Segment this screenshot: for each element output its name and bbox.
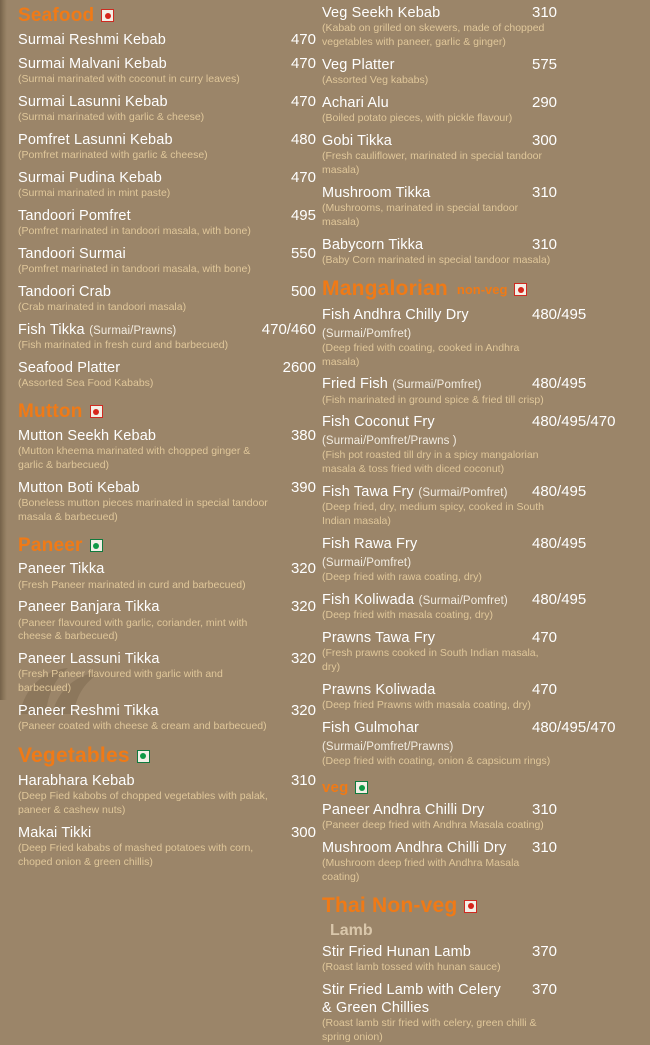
menu-item-price: 300: [532, 131, 558, 149]
menu-item-price: 310: [532, 4, 558, 21]
section-header: [18, 6, 316, 26]
menu-item-name-wrap: [322, 56, 516, 74]
menu-item-name: Harabhara Kebab: [18, 773, 135, 790]
menu-item: [18, 702, 316, 734]
menu-item-row: [18, 31, 316, 49]
menu-item-name: Tandoori Crab: [18, 283, 112, 300]
menu-item-description: (Pomfret marinated in tandoori masala, with bone): [18, 263, 251, 276]
menu-item-name-wrap: [18, 772, 230, 790]
menu-item-name-wrap: [322, 483, 516, 501]
menu-item-description: (Boneless mutton pieces marinated in special tandoor masala & barbecued): [18, 496, 268, 523]
menu-item-name: Mushroom Tikka: [322, 184, 431, 201]
section-title: veg: [322, 778, 349, 796]
section-subtitle: non-veg: [456, 282, 508, 297]
menu-item-name: Tandoori Surmai: [18, 245, 126, 262]
menu-item-name-wrap: [18, 131, 230, 149]
menu-item-price: 480/495: [532, 483, 587, 501]
menu-item-variant: (Surmai/Pomfret): [322, 557, 412, 570]
menu-item-description: (Paneer deep fried with Andhra Masala coating): [322, 818, 544, 831]
menu-item-price: 480/495: [532, 375, 587, 393]
menu-item-description: (Paneer flavoured with garlic, coriander, mint with cheese & barbecued): [18, 616, 248, 643]
menu-item: [322, 306, 650, 370]
menu-item-price: 370: [532, 981, 558, 999]
menu-item-name: Pomfret Lasunni Kebab: [18, 132, 173, 149]
menu-item-row: [18, 702, 316, 720]
menu-item-row: [322, 375, 650, 393]
menu-item-description: (Deep fried with masala coating, dry): [322, 609, 493, 622]
nonveg-mark-icon: [464, 900, 477, 913]
mark-dot-icon: [93, 409, 99, 415]
menu-item-description: (Mushroom deep fried with Andhra Masala coating): [322, 856, 520, 883]
nonveg-mark-icon: [90, 405, 103, 418]
menu-item-row: [18, 479, 316, 497]
menu-item-price: 320: [290, 598, 316, 616]
menu-item-description: (Deep fried, dry, medium spicy, cooked in South Indian masala): [322, 501, 544, 528]
menu-item-name-wrap: [322, 184, 516, 202]
menu-item-name-wrap: [322, 681, 516, 699]
menu-item: [18, 772, 316, 818]
menu-item-price: 470: [290, 93, 316, 111]
menu-item-name-wrap: [322, 4, 516, 22]
menu-item-name: Paneer Lassuni Tikka: [18, 651, 160, 668]
menu-item: [18, 93, 316, 125]
menu-item-name: Surmai Reshmi Kebab: [18, 31, 166, 48]
menu-item-price: 470: [532, 629, 558, 647]
veg-mark-icon: [355, 781, 368, 794]
mark-dot-icon: [140, 753, 146, 759]
menu-item-name: Fish Coconut Fry: [322, 414, 435, 431]
menu-item-variant: (Surmai/Pomfret): [418, 595, 508, 608]
menu-item-name: Mushroom Andhra Chilli Dry: [322, 839, 507, 856]
menu-item-description: (Fish marinated in ground spice & fried till crisp): [322, 393, 544, 406]
menu-item-name-wrap: [18, 650, 230, 668]
menu-item-name: Veg Platter: [322, 56, 395, 73]
menu-item-row: [18, 55, 316, 73]
menu-item-name-wrap: [18, 55, 230, 73]
menu-item: [322, 719, 650, 769]
menu-item-row: [18, 359, 316, 377]
menu-item-description: (Fresh prawns cooked in South Indian masala, dry): [322, 647, 539, 673]
menu-item: [322, 56, 650, 88]
menu-item: [18, 207, 316, 239]
menu-item: [18, 560, 316, 592]
menu-item-row: [18, 427, 316, 445]
menu-item-name-wrap: [322, 981, 516, 1017]
menu-item-description: (Boiled potato pieces, with pickle flavour): [322, 111, 513, 124]
menu-item-description: (Crab marinated in tandoori masala): [18, 301, 187, 314]
menu-item-description: (Baby Corn marinated in special tandoor masala): [322, 253, 551, 266]
menu-item: [322, 184, 650, 230]
menu-item-row: [18, 207, 316, 225]
menu-item-name-wrap: [18, 321, 230, 339]
menu-item: [18, 283, 316, 315]
menu-item-name: Mutton Seekh Kebab: [18, 427, 157, 444]
menu-item-description: (Roast lamb stir fried with celery, green chilli & spring onion): [322, 1017, 537, 1044]
menu-item-row: [322, 839, 650, 857]
menu-item-description: (Deep fried with coating, onion & capsicum rings): [322, 754, 551, 767]
menu-item-name: Surmai Malvani Kebab: [18, 56, 167, 73]
menu-item-row: [322, 306, 650, 342]
menu-item: [322, 375, 650, 407]
menu-item-name: Surmai Pudina Kebab: [18, 170, 162, 187]
menu-item: [18, 479, 316, 525]
menu-item: [322, 801, 650, 833]
section-header: [18, 536, 316, 556]
menu-item-price: 470: [290, 169, 316, 187]
menu-item-description: (Mutton kheema marinated with chopped ginger & garlic & barbecued): [18, 444, 251, 471]
section-title: Mangalorian: [322, 277, 448, 301]
menu-item-name-wrap: [322, 801, 516, 819]
menu-item: [322, 629, 650, 675]
menu-item-name: Paneer Andhra Chilli Dry: [322, 801, 485, 818]
menu-item-row: [322, 629, 650, 647]
nonveg-mark-icon: [101, 9, 114, 22]
section-title: Thai Non-veg: [322, 894, 458, 918]
menu-item-row: [18, 169, 316, 187]
menu-item-row: [322, 413, 650, 449]
menu-item-price: 480/495: [532, 535, 587, 553]
menu-item: [322, 413, 650, 477]
menu-item: [322, 943, 650, 975]
menu-item-name: Paneer Tikka: [18, 561, 105, 578]
menu-item-name: Fried Fish: [322, 376, 388, 393]
menu-item-name-wrap: [18, 427, 230, 445]
menu-item-row: [322, 4, 650, 22]
menu-item-row: [18, 560, 316, 578]
menu-item: [322, 981, 650, 1045]
menu-item-price: 470: [290, 55, 316, 73]
menu-item-price: 470: [532, 680, 558, 698]
menu-item-price: 370: [532, 943, 558, 961]
menu-item-row: [322, 94, 650, 112]
menu-item: [322, 591, 650, 623]
menu-item-name-wrap: [322, 375, 516, 393]
mark-dot-icon: [105, 13, 111, 19]
menu-item-row: [322, 681, 650, 699]
menu-item-variant: (Surmai/Pomfret): [418, 487, 508, 500]
menu-item: [18, 55, 316, 87]
menu-item-name: Tandoori Pomfret: [18, 208, 131, 224]
menu-item-row: [18, 598, 316, 616]
menu-item-row: [322, 535, 650, 571]
section-title: Paneer: [18, 534, 83, 556]
menu-item-price: 290: [532, 93, 558, 111]
menu-item-description: (Surmai marinated with coconut in curry leaves): [18, 73, 240, 86]
menu-item-variant: (Surmai/Pomfret): [392, 379, 482, 392]
menu-item-row: [322, 591, 650, 609]
menu-item-row: [18, 321, 316, 339]
menu-item-name: Babycorn Tikka: [322, 236, 424, 253]
menu-item-description: (Deep fried with rawa coating, dry): [322, 571, 482, 584]
menu-item: [18, 31, 316, 49]
menu-item-variant: (Surmai/Pomfret/Prawns): [322, 740, 454, 753]
mark-dot-icon: [468, 903, 474, 909]
menu-item-name: Gobi Tikka: [322, 132, 392, 149]
menu-item-name: Paneer Banjara Tikka: [18, 599, 160, 616]
menu-item-name-wrap: [322, 413, 516, 449]
menu-item-row: [322, 483, 650, 501]
menu-item-name-wrap: [18, 31, 230, 49]
menu-item-price: 480/495: [532, 305, 587, 323]
menu-item-price: 390: [290, 478, 316, 496]
menu-item-row: [322, 943, 650, 961]
menu-item-price: 480/495/470: [532, 413, 616, 431]
menu-item-name-wrap: [322, 943, 516, 961]
menu-item: [18, 427, 316, 473]
menu-item-name: Veg Seekh Kebab: [322, 5, 441, 21]
menu-item-price: 575: [532, 55, 558, 73]
menu-item-description: (Fresh Paneer marinated in curd and barbecued): [18, 578, 246, 591]
menu-item-description: (Fresh Paneer flavoured with garlic with and barbecued): [18, 668, 223, 695]
menu-item-description: (Deep Fried kababs of mashed potatoes with corn, choped onion & green chillis): [18, 842, 254, 869]
mark-dot-icon: [93, 543, 99, 549]
menu-item-name: Fish Koliwada: [322, 592, 415, 609]
menu-item-name: Fish Rawa Fry: [322, 536, 418, 553]
menu-item-description: (Paneer coated with cheese & cream and barbecued): [18, 720, 267, 733]
menu-item-name-wrap: [18, 93, 230, 111]
menu-item: [18, 321, 316, 353]
menu-item-row: [322, 236, 650, 254]
mark-dot-icon: [518, 287, 524, 293]
menu-item: [18, 359, 316, 391]
menu-item-description: (Deep fried Prawns with masala coating, dry): [322, 698, 531, 711]
section-header: [322, 278, 650, 300]
menu-item-price: 470: [290, 30, 316, 48]
menu-item-price: 310: [532, 838, 558, 856]
menu-item-description: (Roast lamb tossed with hunan sauce): [322, 961, 501, 974]
menu-item: [18, 650, 316, 696]
menu-item-description: (Assorted Veg kababs): [322, 73, 429, 86]
menu-item-price: 320: [290, 702, 316, 720]
menu-item-price: 300: [290, 824, 316, 842]
menu-item-name-wrap: [18, 702, 230, 720]
menu-column-left: [0, 0, 316, 869]
menu-item-variant: (Surmai/Pomfret): [322, 327, 412, 340]
menu-item-row: [322, 981, 650, 1017]
veg-mark-icon: [137, 750, 150, 763]
menu-item-name-wrap: [322, 94, 516, 112]
menu-item-description: (Deep Fied kabobs of chopped vegetables with palak, paneer & cashew nuts): [18, 790, 268, 817]
menu-item-name: Fish Andhra Chilly Dry: [322, 306, 469, 323]
nonveg-mark-icon: [514, 283, 527, 296]
menu-item-description: (Fish marinated in fresh curd and barbecued): [18, 339, 229, 352]
menu-item: [322, 4, 650, 50]
menu-item-name: Fish Gulmohar: [322, 719, 420, 736]
menu-item-name-wrap: [18, 598, 230, 616]
menu-item-name: Seafood Platter: [18, 359, 121, 376]
menu-item-name: Prawns Koliwada: [322, 681, 436, 698]
menu-item-row: [322, 719, 650, 755]
menu-item: [322, 132, 650, 178]
menu-item: [18, 598, 316, 644]
menu-item-description: (Kabab on grilled on skewers, made of chopped vegetables with paneer, garlic & ginger): [322, 22, 545, 48]
menu-item-price: 470/460: [261, 320, 316, 338]
menu-item-name-wrap: [322, 236, 516, 254]
menu-item-price: 310: [532, 235, 558, 253]
menu-item-description: (Surmai marinated in mint paste): [18, 187, 171, 200]
menu-item: [322, 483, 650, 529]
menu-item-row: [322, 56, 650, 74]
menu-item: [322, 681, 650, 713]
menu-item-description: (Pomfret marinated with garlic & cheese): [18, 149, 208, 162]
menu-item-price: 550: [290, 244, 316, 262]
menu-item-name-wrap: [18, 169, 230, 187]
menu-item-name-wrap: [18, 359, 230, 377]
section-subheading: Lamb: [330, 922, 373, 940]
menu-item-name-wrap: [18, 824, 230, 842]
menu-item-name: Mutton Boti Kebab: [18, 479, 140, 496]
menu-item-description: (Surmai marinated with garlic & cheese): [18, 111, 205, 124]
menu-item-name-wrap: [18, 479, 230, 497]
menu-item-price: 480/495/470: [532, 718, 616, 736]
section-title: Seafood: [18, 5, 95, 26]
menu-item-row: [322, 132, 650, 150]
menu-item-name: Achari Alu: [322, 94, 389, 111]
menu-item-price: 320: [290, 560, 316, 578]
menu-item-name-wrap: [322, 535, 516, 571]
menu-item-name-wrap: [322, 591, 516, 609]
menu-item-row: [18, 650, 316, 668]
menu-item-price: 500: [290, 282, 316, 300]
menu-item-price: 480: [290, 131, 316, 149]
mark-dot-icon: [359, 785, 365, 791]
menu-item-name-wrap: [322, 306, 516, 342]
menu-item-name-wrap: [18, 207, 230, 225]
section-title: Mutton: [18, 400, 83, 422]
menu-item-variant: (Surmai/Prawns): [89, 324, 177, 337]
menu-item-name-wrap: [18, 560, 230, 578]
section-header: [322, 780, 650, 796]
menu-item-price: 495: [290, 207, 316, 224]
menu-item: [18, 169, 316, 201]
section-title: Vegetables: [18, 744, 130, 768]
menu-item-price: 320: [290, 650, 316, 668]
menu-item: [18, 245, 316, 277]
menu-item-description: (Assorted Sea Food Kababs): [18, 377, 154, 390]
section-header: [18, 745, 316, 767]
menu-item-name: Stir Fried Lamb with Celery & Green Chillies: [322, 982, 501, 1017]
menu-item-description: (Pomfret marinated in tandoori masala, with bone): [18, 225, 251, 238]
menu-item-row: [18, 283, 316, 301]
menu-item-price: 480/495: [532, 591, 587, 609]
menu-item-name: Makai Tikki: [18, 825, 92, 842]
menu-item-name-wrap: [322, 132, 516, 150]
menu-item: [322, 236, 650, 268]
menu-item-name-wrap: [322, 839, 516, 857]
menu-item-description: (Fish pot roasted till dry in a spicy mangalorian masala & toss fried with diced coconut): [322, 449, 539, 476]
menu-item-name: Prawns Tawa Fry: [322, 630, 436, 647]
menu-item-name-wrap: [18, 283, 230, 301]
menu-item-row: [322, 184, 650, 202]
menu-item: [18, 131, 316, 163]
menu-item-row: [18, 245, 316, 263]
menu-item-name: Fish Tawa Fry: [322, 484, 414, 501]
section-header: [322, 895, 650, 917]
menu-item-name-wrap: [18, 245, 230, 263]
menu-item: [322, 535, 650, 585]
menu-item-price: 310: [290, 772, 316, 790]
menu-item-row: [322, 801, 650, 819]
menu-item-description: (Mushrooms, marinated in special tandoor masala): [322, 201, 519, 228]
menu-item: [322, 94, 650, 126]
menu-item-price: 310: [532, 800, 558, 818]
menu-item-name: Paneer Reshmi Tikka: [18, 703, 159, 720]
section-header: [18, 402, 316, 422]
menu-item-price: 380: [290, 426, 316, 444]
menu-item-name: Stir Fried Hunan Lamb: [322, 944, 472, 961]
veg-mark-icon: [90, 539, 103, 552]
menu-item-row: [18, 824, 316, 842]
menu-item-price: 310: [532, 183, 558, 201]
menu-item-row: [18, 93, 316, 111]
menu-item-row: [18, 131, 316, 149]
menu-item: [322, 839, 650, 885]
menu-item-variant: (Surmai/Pomfret/Prawns ): [322, 435, 457, 448]
menu-item-name: Surmai Lasunni Kebab: [18, 94, 168, 111]
menu-item-name-wrap: [322, 629, 516, 647]
menu-item-description: (Fresh cauliflower, marinated in special tandoor masala): [322, 149, 543, 176]
menu-item-name-wrap: [322, 719, 516, 755]
menu-item: [18, 824, 316, 870]
menu-column-right: [316, 0, 650, 1044]
menu-item-name: Fish Tikka: [18, 321, 85, 338]
menu-item-description: (Deep fried with coating, cooked in Andhra masala): [322, 341, 520, 368]
menu-item-row: [18, 772, 316, 790]
menu-item-price: 2600: [282, 358, 316, 376]
